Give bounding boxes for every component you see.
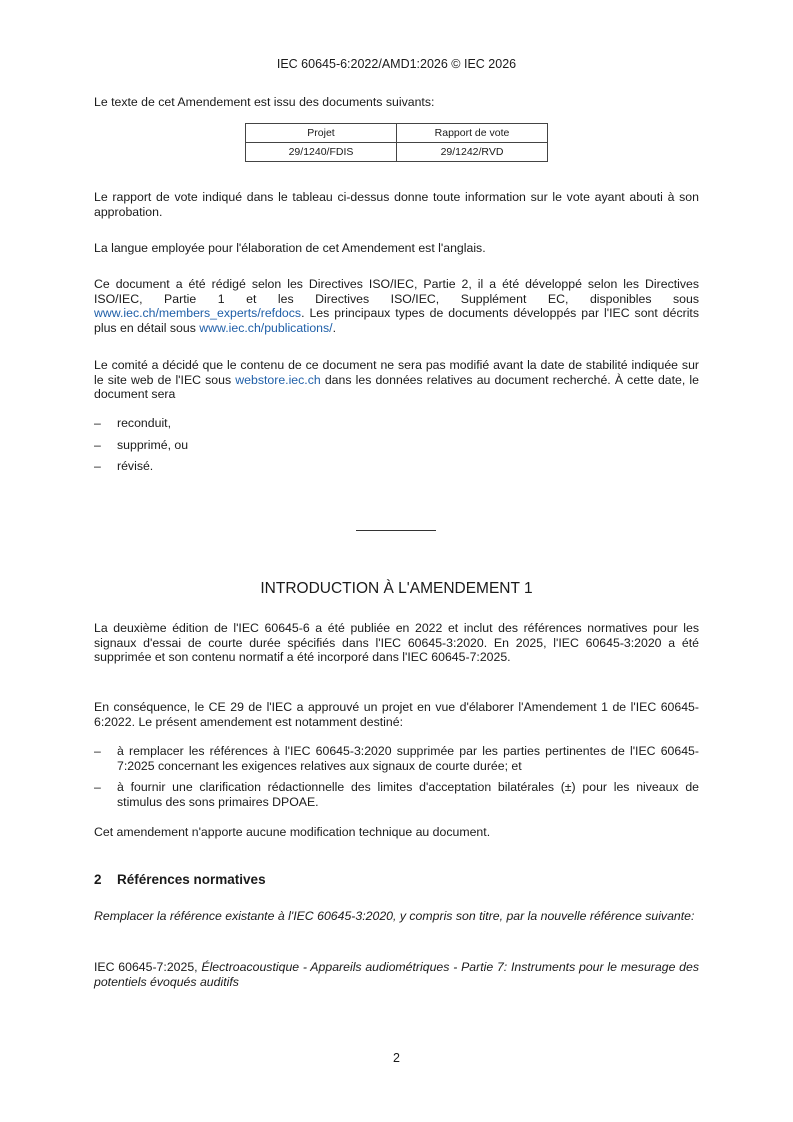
vote-table-header-report: Rapport de vote xyxy=(397,124,548,143)
language-paragraph: La langue employée pour l'élaboration de cet Amendement est l'anglais. xyxy=(94,241,486,255)
reference-paragraph xyxy=(94,960,699,989)
reference-code: IEC 60645-7:2025, xyxy=(94,960,202,974)
webstore-link[interactable]: webstore.iec.ch xyxy=(235,372,321,387)
list-item: – révisé. xyxy=(94,459,154,473)
vote-table xyxy=(245,123,548,162)
refdocs-link[interactable]: www.iec.ch/members_experts/refdocs xyxy=(94,306,302,320)
section-divider xyxy=(356,530,436,531)
directives-paragraph: Ce document a été rédigé selon les Directives ISO/IEC, Partie 2, il a été développé selon les Directives ISO/IEC, Partie 1 et les Directives ISO/IEC, Supplément EC, disponibles sous www.iec.ch/members_experts/refdocs. Les principaux types de documents développés par l'IEC sont décrits plus en détail sous www.iec.ch/publications/. xyxy=(94,277,699,335)
vote-table-header-row xyxy=(246,124,548,143)
vote-table-cell-report: 29/1242/RVD xyxy=(397,143,548,162)
section-title: Références normatives xyxy=(117,872,266,887)
introduction-title: INTRODUCTION À L'AMENDEMENT 1 xyxy=(260,580,533,597)
publications-link[interactable]: www.iec.ch/publications/ xyxy=(199,320,333,335)
vote-table-header-project: Projet xyxy=(246,124,397,143)
section-number: 2 xyxy=(94,872,102,887)
intro-text: Le texte de cet Amendement est issu des documents suivants: xyxy=(94,95,435,109)
vote-table-cell-project: 29/1240/FDIS xyxy=(246,143,397,162)
intro-paragraph-2: En conséquence, le CE 29 de l'IEC a approuvé un projet en vue d'élaborer l'Amendement 1 de l'IEC 60645-6:2022. Le présent amendement est notamment destiné: xyxy=(94,700,699,729)
list-item: – à fournir une clarification rédactionnelle des limites d'acceptation bilatérales (±) pour les niveaux de stimulus des sons primaires DPOAE. xyxy=(94,780,699,809)
list-item: – à remplacer les références à l'IEC 60645-3:2020 supprimée par les parties pertinentes de l'IEC 60645-7:2025 concernant les exigences relatives aux signaux de courte durée; et xyxy=(94,744,699,773)
intro-paragraph-3: Cet amendement n'apporte aucune modification technique au document. xyxy=(94,825,491,839)
page-number: 2 xyxy=(393,1051,400,1065)
reference-title: Électroacoustique - Appareils audiométriques - Partie 7: Instruments pour le mesurage des potentiels évoqués auditifs xyxy=(94,960,700,989)
amendment-purpose-list xyxy=(94,744,699,809)
stability-list xyxy=(94,416,699,474)
intro-paragraph-1: La deuxième édition de l'IEC 60645-6 a été publiée en 2022 et inclut des références normatives pour les signaux d'essai de courte durée spécifiés dans l'IEC 60645-3:2020. En 2025, l'IEC 60645-3:2020 a été supprimée et son contenu normatif a été incorporé dans l'IEC 60645-7:2025. xyxy=(94,621,699,664)
list-item: – reconduit, xyxy=(94,416,172,430)
list-item: – supprimé, ou xyxy=(94,437,189,452)
vote-table-row xyxy=(246,143,548,162)
page-header: IEC 60645-6:2022/AMD1:2026 © IEC 2026 xyxy=(276,57,517,71)
vote-paragraph: Le rapport de vote indiqué dans le tableau ci-dessus donne toute information sur le vote ayant abouti à son approbation. xyxy=(94,190,699,219)
section-heading xyxy=(94,872,266,887)
instruction-paragraph: Remplacer la référence existante à l'IEC 60645-3:2020, y compris son titre, par la nouvelle référence suivante: xyxy=(94,909,695,923)
stability-paragraph: Le comité a décidé que le contenu de ce document ne sera pas modifié avant la date de stabilité indiquée sur le site web de l'IEC sous webstore.iec.ch dans les données relatives au document recherché. À cette date, le document sera xyxy=(94,358,700,401)
